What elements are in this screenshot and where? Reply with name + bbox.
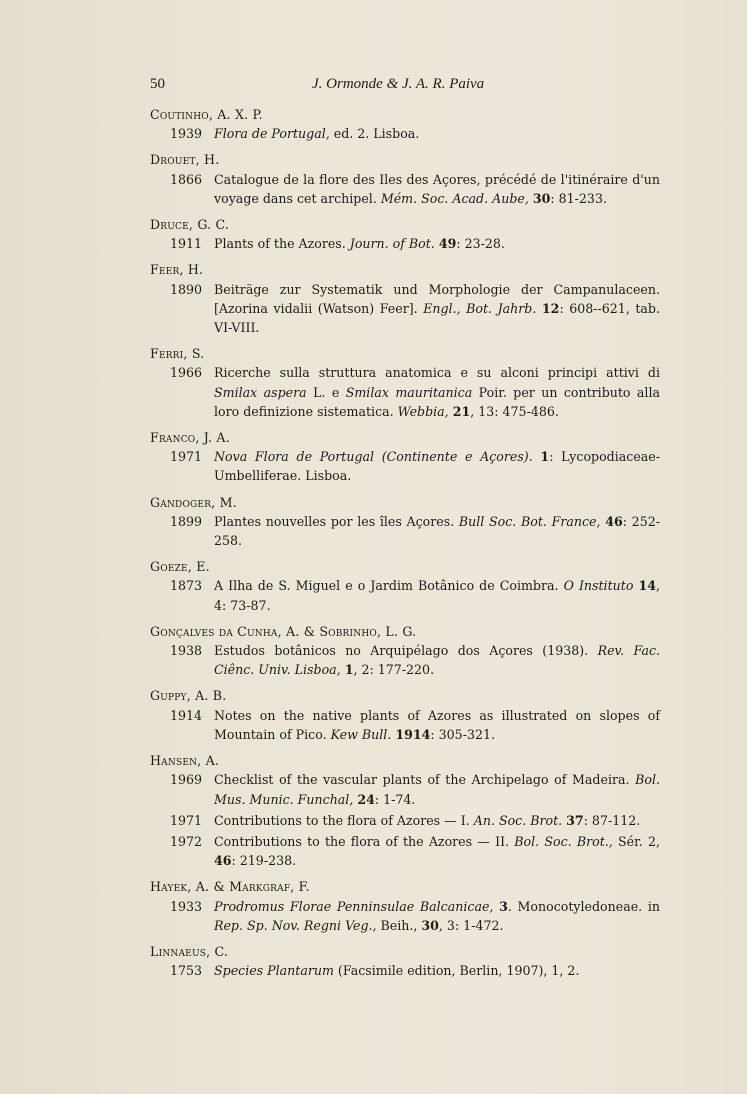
- reference-year: 1933: [170, 898, 203, 914]
- reference-year: 1890: [170, 281, 203, 297]
- running-title: J. Ormonde & J. A. R. Paiva: [312, 76, 485, 92]
- reference-text: Nova Flora de Portugal (Continente e Açores). 1: Lycopodiaceae-Umbelliferae. Lisboa.: [214, 449, 660, 484]
- reference-author: Gandoger, M.: [150, 494, 237, 510]
- reference-text: Checklist of the vascular plants of the Archipelago of Madeira. Bol. Mus. Munic. Funchal, 24: 1-74.: [214, 772, 660, 807]
- reference-entry: [150, 706, 660, 744]
- page-header: [150, 76, 650, 96]
- reference-entry: [150, 811, 660, 830]
- reference-entry: [150, 512, 660, 550]
- reference-year: 1938: [170, 643, 203, 659]
- reference-text: Flora de Portugal, ed. 2. Lisboa.: [214, 126, 420, 142]
- reference-year: 1753: [170, 963, 203, 979]
- reference-author: Coutinho, A. X. P.: [150, 107, 263, 122]
- reference-year: 1866: [170, 171, 203, 187]
- reference-author: Feer, H.: [150, 262, 204, 278]
- reference-author: Goeze, E.: [150, 559, 210, 575]
- reference-author: Franco, J. A.: [150, 430, 230, 446]
- reference-year: 1911: [170, 236, 203, 252]
- reference-author: Drouet, H.: [150, 152, 220, 168]
- reference-author: Hansen, A.: [150, 753, 220, 769]
- reference-text: Contributions to the flora of the Azores — II. Bol. Soc. Brot., Sér. 2, 46: 219-238.: [214, 833, 660, 869]
- reference-entry: [150, 124, 660, 143]
- reference-author: Gonçalves da Cunha, A. & Sobrinho, L. G.: [150, 623, 417, 639]
- reference-entry: [150, 832, 660, 870]
- reference-entry: [150, 641, 660, 679]
- reference-text: Estudos botânicos no Arquipélago dos Açores (1938). Rev. Fac. Ciênc. Univ. Lisboa, 1, 2: 177-220.: [214, 643, 661, 678]
- reference-author: Hayek, A. & Markgraf, F.: [150, 879, 310, 895]
- reference-text: Species Plantarum (Facsimile edition, Berlin, 1907), 1, 2.: [214, 963, 580, 979]
- reference-author: Linnaeus, C.: [150, 943, 229, 959]
- reference-entry: [150, 447, 660, 485]
- page-number: 50: [150, 76, 165, 92]
- reference-text: A Ilha de S. Miguel e o Jardim Botânico de Coimbra. O Instituto 14, 4: 73-87.: [214, 578, 660, 613]
- reference-author: Guppy, A. B.: [150, 688, 227, 704]
- reference-entry: [150, 576, 660, 614]
- reference-text: Beiträge zur Systematik und Morphologie der Campanulaceen. [Azorina vidalii (Watson) Feer]. Engl., Bot. Jahrb. 12: 608--621, tab. VI-VIII.: [214, 281, 661, 336]
- reference-author: Druce, G. C.: [150, 217, 230, 233]
- reference-year: 1914: [170, 707, 203, 723]
- reference-author: Ferri, S.: [150, 346, 205, 362]
- reference-entry: [150, 897, 660, 935]
- reference-entry: [150, 280, 660, 338]
- reference-text: Plantes nouvelles por les îles Açores. Bull Soc. Bot. France, 46: 252-258.: [214, 513, 660, 549]
- reference-year: 1971: [170, 449, 203, 465]
- reference-entry: [150, 961, 660, 980]
- reference-text: Prodromus Florae Penninsulae Balcanicae, 3. Monocotyledoneae. in Rep. Sp. Nov. Regni Veg., Beih., 30, 3: 1-472.: [214, 898, 660, 933]
- reference-entry: [150, 234, 660, 253]
- reference-list: [150, 104, 660, 986]
- reference-text: Notes on the native plants of Azores as illustrated on slopes of Mountain of Pico. Kew Bull. 1914: 305-321.: [214, 707, 660, 742]
- reference-year: 1971: [170, 812, 203, 828]
- reference-year: 1972: [170, 833, 203, 849]
- reference-text: Ricerche sulla struttura anatomica e su alconi principi attivi di Smilax aspera L. e Smilax mauritanica Poir. per un contributo alla loro definizione sistematica. Webbia, 21, 13: 475-486.: [214, 365, 660, 419]
- reference-entry: [150, 770, 660, 808]
- reference-entry: [150, 363, 660, 421]
- reference-year: 1969: [170, 772, 203, 788]
- reference-text: Contributions to the flora of Azores — I. An. Soc. Brot. 37: 87-112.: [214, 812, 641, 828]
- reference-year: 1873: [170, 578, 203, 594]
- reference-year: 1966: [170, 365, 203, 381]
- reference-year: 1939: [170, 126, 203, 142]
- reference-year: 1899: [170, 513, 203, 529]
- reference-entry: [150, 170, 660, 208]
- reference-text: Plants of the Azores. Journ. of Bot. 49: 23-28.: [214, 236, 505, 252]
- reference-text: Catalogue de la flore des Iles des Açores, précédé de l'itinéraire d'un voyage dans cet archipel. Mém. Soc. Acad. Aube, 30: 81-233.: [214, 171, 660, 206]
